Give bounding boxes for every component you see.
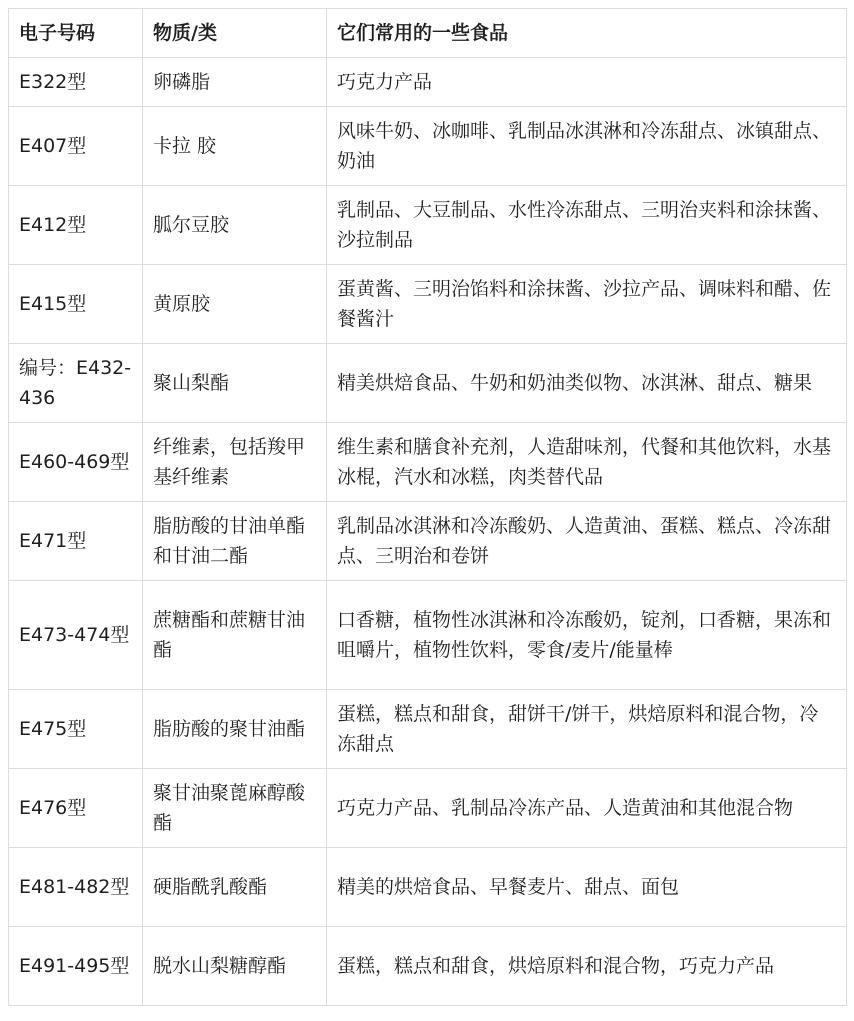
table-row	[9, 344, 847, 423]
cell-code: E407型	[9, 107, 143, 186]
cell-foods: 乳制品、大豆制品、水性冷冻甜点、三明治夹料和涂抹酱、沙拉制品	[327, 186, 847, 265]
cell-substance: 硬脂酰乳酸酯	[143, 848, 327, 927]
table-row	[9, 107, 847, 186]
cell-substance: 卡拉 胶	[143, 107, 327, 186]
cell-foods: 精美烘焙食品、牛奶和奶油类似物、冰淇淋、甜点、糖果	[327, 344, 847, 423]
cell-code: E415型	[9, 265, 143, 344]
cell-foods: 乳制品冰淇淋和冷冻酸奶、人造黄油、蛋糕、糕点、冷冻甜点、三明治和卷饼	[327, 502, 847, 581]
cell-foods: 巧克力产品、乳制品冷冻产品、人造黄油和其他混合物	[327, 769, 847, 848]
header-row	[9, 9, 847, 58]
cell-substance: 聚甘油聚蓖麻醇酸酯	[143, 769, 327, 848]
table-row	[9, 265, 847, 344]
cell-code: E476型	[9, 769, 143, 848]
table-row	[9, 581, 847, 690]
cell-foods: 蛋黄酱、三明治馅料和涂抹酱、沙拉产品、调味料和醋、佐餐酱汁	[327, 265, 847, 344]
table-row	[9, 423, 847, 502]
cell-code: E322型	[9, 58, 143, 107]
food-additive-table	[8, 8, 847, 1006]
table-row	[9, 848, 847, 927]
header-code: 电子号码	[9, 9, 143, 58]
cell-foods: 口香糖，植物性冰淇淋和冷冻酸奶，锭剂，口香糖，果冻和咀嚼片，植物性饮料，零食/麦片/能量棒	[327, 581, 847, 690]
table-row	[9, 927, 847, 1006]
cell-substance: 聚山梨酯	[143, 344, 327, 423]
cell-code: 编号：E432-436	[9, 344, 143, 423]
cell-substance: 纤维素，包括羧甲基纤维素	[143, 423, 327, 502]
table-row	[9, 502, 847, 581]
cell-foods: 风味牛奶、冰咖啡、乳制品冰淇淋和冷冻甜点、冰镇甜点、奶油	[327, 107, 847, 186]
cell-foods: 蛋糕，糕点和甜食，甜饼干/饼干，烘焙原料和混合物，冷冻甜点	[327, 690, 847, 769]
cell-code: E460-469型	[9, 423, 143, 502]
cell-substance: 卵磷脂	[143, 58, 327, 107]
cell-substance: 胍尔豆胶	[143, 186, 327, 265]
header-foods: 它们常用的一些食品	[327, 9, 847, 58]
cell-code: E475型	[9, 690, 143, 769]
cell-code: E481-482型	[9, 848, 143, 927]
cell-foods: 精美的烘焙食品、早餐麦片、甜点、面包	[327, 848, 847, 927]
cell-code: E412型	[9, 186, 143, 265]
cell-substance: 黄原胶	[143, 265, 327, 344]
table-row	[9, 186, 847, 265]
cell-foods: 巧克力产品	[327, 58, 847, 107]
cell-code: E491-495型	[9, 927, 143, 1006]
table-row	[9, 769, 847, 848]
cell-code: E471型	[9, 502, 143, 581]
cell-substance: 脂肪酸的甘油单酯和甘油二酯	[143, 502, 327, 581]
table-row	[9, 690, 847, 769]
cell-foods: 维生素和膳食补充剂，人造甜味剂，代餐和其他饮料，水基冰棍，汽水和冰糕，肉类替代品	[327, 423, 847, 502]
cell-foods: 蛋糕，糕点和甜食，烘焙原料和混合物，巧克力产品	[327, 927, 847, 1006]
table-row	[9, 58, 847, 107]
cell-substance: 蔗糖酯和蔗糖甘油酯	[143, 581, 327, 690]
cell-substance: 脱水山梨糖醇酯	[143, 927, 327, 1006]
cell-code: E473-474型	[9, 581, 143, 690]
cell-substance: 脂肪酸的聚甘油酯	[143, 690, 327, 769]
header-substance: 物质/类	[143, 9, 327, 58]
